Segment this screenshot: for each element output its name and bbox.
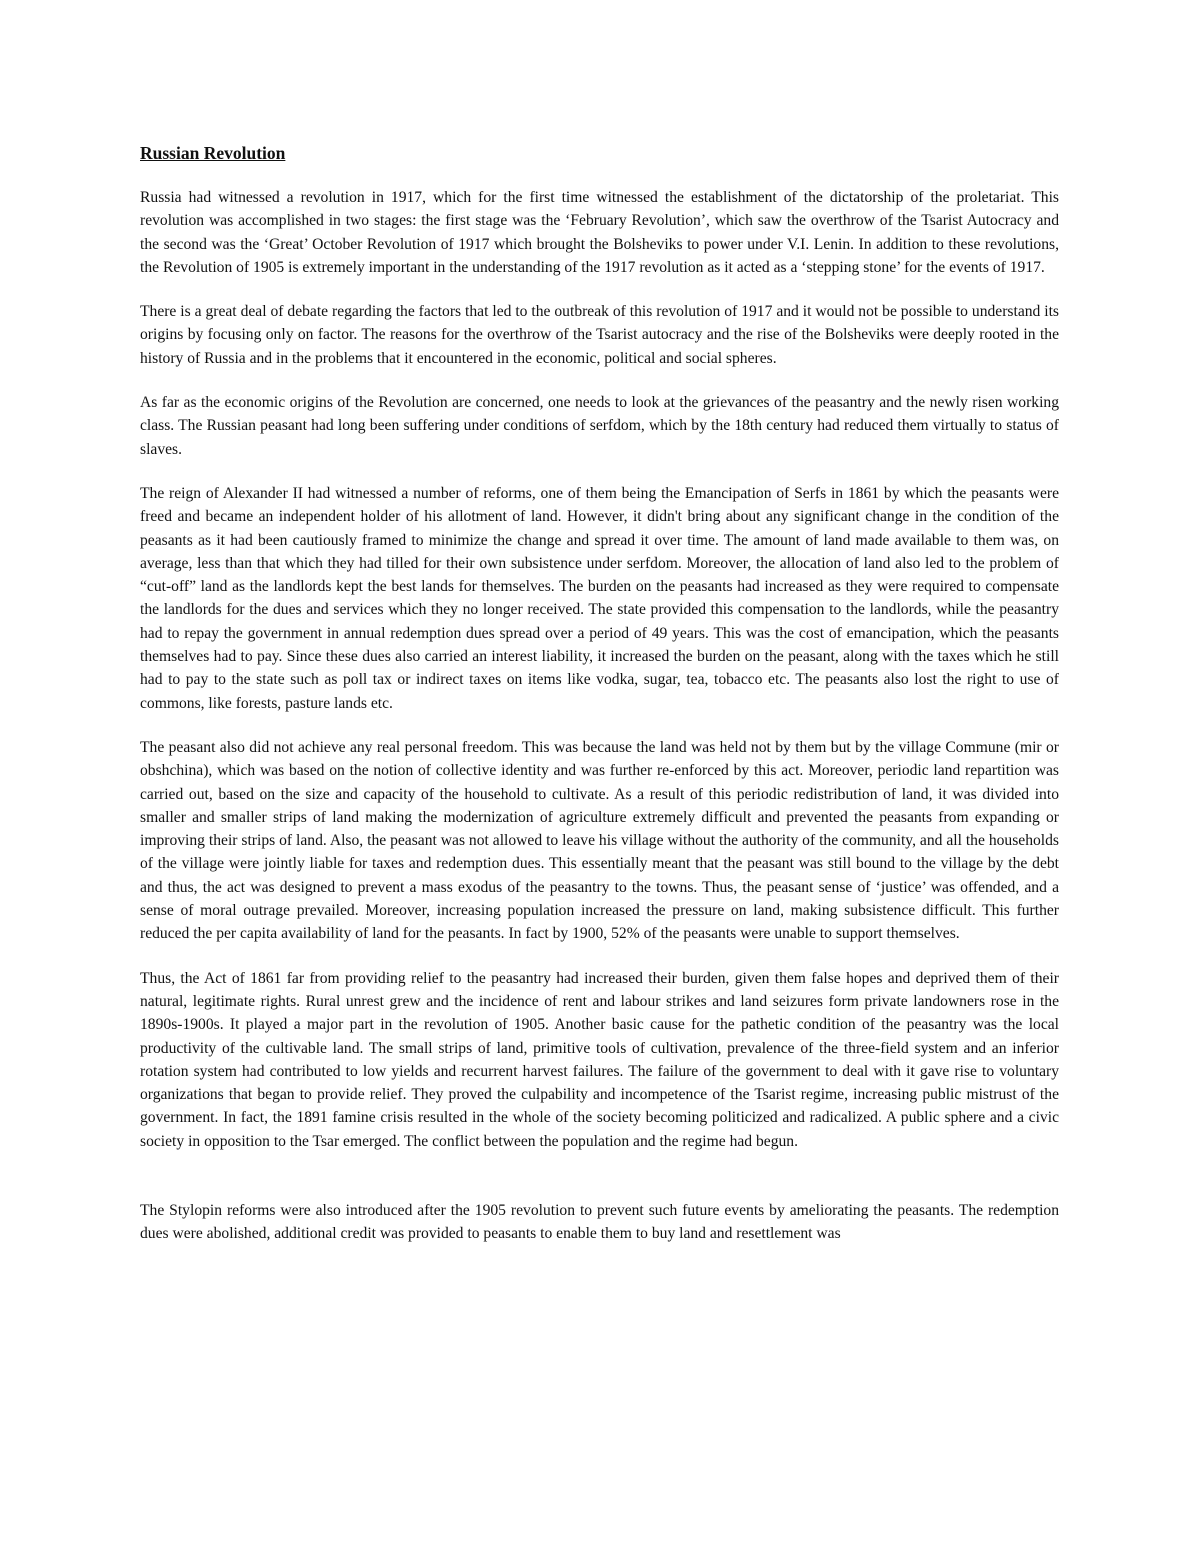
paragraph-6: Thus, the Act of 1861 far from providing relief to the peasantry had increased their burden, given them false hopes and deprived them of their natural, legitimate rights. Rural unrest grew and the incidence of rent and labour strikes and land seizures form private landowners rose in the 1890s-1900s. It played a major part in the revolution of 1905. Another basic cause for the pathetic condition of the peasantry was the local productivity of the cultivable land. The small strips of land, primitive tools of cultivation, prevalence of the three-field system and an inferior rotation system had contributed to low yields and recurrent harvest failures. The failure of the government to deal with it gave rise to voluntary organizations that began to provide relief. They proved the culpability and incompetence of the Tsarist regime, increasing public mistrust of the government. In fact, the 1891 famine crisis resulted in the whole of the society becoming politicized and radicalized. A public sphere and a civic society in opposition to the Tsar emerged. The conflict between the population and the regime had begun. <box>140 969 1059 1150</box>
paragraph-3: As far as the economic origins of the Revolution are concerned, one needs to look at the grievances of the peasantry and the newly risen working class. The Russian peasant had long been suffering under conditions of serfdom, which by the 18th century had reduced them virtually to status of slaves. <box>140 394 1059 458</box>
paragraph-1: Russia had witnessed a revolution in 1917, which for the first time witnessed the establishment of the dictatorship of the proletariat. This revolution was accomplished in two stages: the first stage was the ‘February Revolution’, which saw the overthrow of the Tsarist Autocracy and the second was the ‘Great’ October Revolution of 1917 which brought the Bolsheviks to power under V.I. Lenin. In addition to these revolutions, the Revolution of 1905 is extremely important in the understanding of the 1917 revolution as it acted as a ‘stepping stone’ for the events of 1917. <box>140 189 1059 276</box>
document-title: Russian Revolution <box>140 143 286 163</box>
paragraph-5: The peasant also did not achieve any real personal freedom. This was because the land was held not by them but by the village Commune (mir or obshchina), which was based on the notion of collective identity and was further re-enforced by this act. Moreover, periodic land repartition was carried out, based on the size and capacity of the household to cultivate. As a result of this periodic redistribution of land, it was divided into smaller and smaller strips of land making the modernization of agriculture extremely difficult and prevented the peasants from expanding or improving their strips of land. Also, the peasant was not allowed to leave his village without the authority of the community, and all the households of the village were jointly liable for taxes and redemption dues. This essentially meant that the peasant was still bound to the village by the debt and thus, the act was designed to prevent a mass exodus of the peasantry to the towns. Thus, the peasant sense of ‘justice’ was offended, and a sense of moral outrage prevailed. Moreover, increasing population increased the pressure on land, making subsistence difficult. This further reduced the per capita availability of land for the peasants. In fact by 1900, 52% of the peasants were unable to support themselves. <box>140 738 1059 943</box>
paragraph-7: The Stylopin reforms were also introduced after the 1905 revolution to prevent such future events by ameliorating the peasants. The redemption dues were abolished, additional credit was provided to peasants to enable them to buy land and resettlement was <box>140 1201 1059 1243</box>
paragraph-2: There is a great deal of debate regarding the factors that led to the outbreak of this revolution of 1917 and it would not be possible to understand its origins by focusing only on factor. The reasons for the overthrow of the Tsarist autocracy and the rise of the Bolsheviks were deeply rooted in the history of Russia and in the problems that it encountered in the economic, political and social spheres. <box>140 303 1059 367</box>
document-page <box>140 140 1059 1267</box>
paragraph-4: The reign of Alexander II had witnessed a number of reforms, one of them being the Emancipation of Serfs in 1861 by which the peasants were freed and became an independent holder of his allotment of land. However, it didn't bring about any significant change in the condition of the peasants as it had been cautiously framed to minimize the change and spread it over time. The amount of land made available to them was, on average, less than that which they had tilled for their own subsistence under serfdom. Moreover, the allocation of land also led to the problem of “cut-off” land as the landlords kept the best lands for themselves. The burden on the peasants had increased as they were required to compensate the landlords for the dues and services which they no longer received. The state provided this compensation to the landlords, while the peasantry had to repay the government in annual redemption dues spread over a period of 49 years. This was the cost of emancipation, which the peasants themselves had to pay. Since these dues also carried an interest liability, it increased the burden on the peasant, along with the taxes which he still had to pay to the state such as poll tax or indirect taxes on items like vodka, sugar, tea, tobacco etc. The peasants also lost the right to use of commons, like forests, pasture lands etc. <box>140 484 1059 712</box>
